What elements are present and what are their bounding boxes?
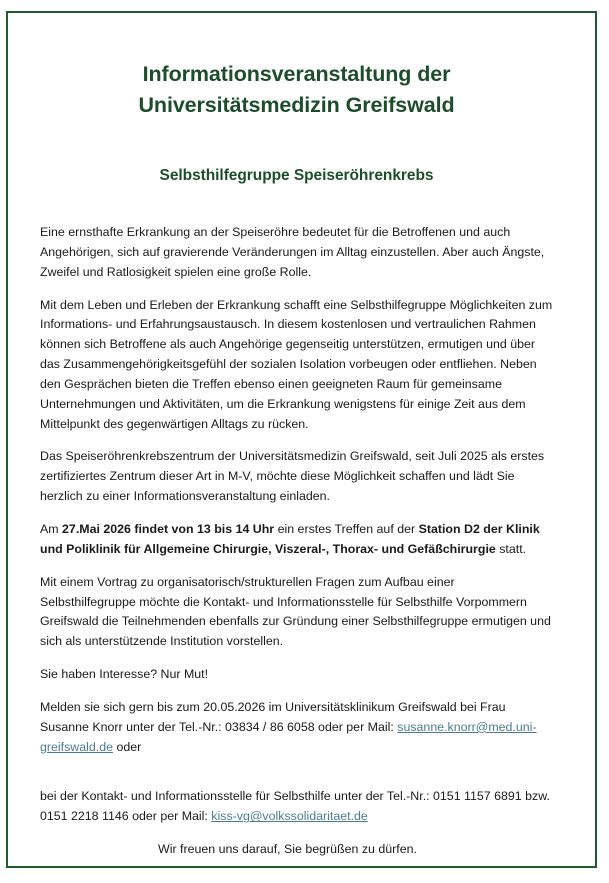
body-text-block <box>40 223 553 860</box>
paragraph-spacer <box>40 770 553 787</box>
closing-line: Wir freuen uns darauf, Sie begrüßen zu dürfen. <box>158 842 417 857</box>
contact-secondary-text: bei der Kontakt- und Informationsstelle für Selbsthilfe unter der Tel.-Nr.: 0151 1157 6891 bzw. 0151 2218 1146 oder per Mail: <box>40 789 550 824</box>
paragraph-lecture-info: Mit einem Vortrag zu organisatorisch/strukturellen Fragen zum Aufbau einer Selbsthilfegruppe möchte die Kontakt- und Informationsstelle für Selbsthilfe Vorpommern Greifswald die Teilnehmenden ebenfalls zur Gründung einer Selbsthilfegruppe ermutigen und sich als unterstützende Institution vorstellen. <box>40 574 551 649</box>
paragraph-contact-secondary <box>40 787 553 827</box>
page-title-line-1: Informationsveranstaltung der <box>142 62 451 86</box>
paragraph-intro: Eine ernsthafte Erkrankung an der Speiseröhre bedeutet für die Betroffenen und auch Angehörigen, sich auf gravierende Veränderungen im Alltag einzustellen. Aber auch Ängste, Zweifel und Ratlosigkeit spielen eine große Rolle. <box>40 225 545 279</box>
contact-primary-suffix: oder <box>113 739 142 754</box>
event-location: Station D2 der Klinik und Poliklinik für Allgemeine Chirurgie, Viszeral-, Thorax- und Gefäßchirurgie <box>40 522 540 556</box>
email-link-kiss-vg[interactable]: kiss-vg@volkssolidaritaet.de <box>211 809 368 824</box>
page-title-line-2: Universitätsmedizin Greifswald <box>138 92 455 117</box>
event-datetime: 27.Mai 2026 findet von 13 bis 14 Uhr <box>62 522 275 536</box>
paragraph-call-to-action: Sie haben Interesse? Nur Mut! <box>40 667 209 682</box>
contact-primary-text: Melden sie sich gern bis zum 20.05.2026 im Universitätsklinikum Greifswald bei Frau Susanne Knorr unter der Tel.-Nr.: 03834 / 86 6058 oder per Mail: <box>40 699 506 734</box>
poster-content <box>40 59 553 873</box>
paragraph-contact-primary <box>40 698 553 758</box>
paragraph-center-invitation: Das Speiseröhrenkrebszentrum der Universitätsmedizin Greifswald, seit Juli 2025 als erstes zertifiziertes Zentrum dieser Art in M-V, möchte diese Möglichkeit schaffen und lädt Sie herzlich zu einer Informationsveranstaltung einladen. <box>40 449 545 504</box>
event-middle-text: ein erstes Treffen auf der <box>274 522 419 536</box>
poster-border-frame <box>6 11 597 868</box>
event-prefix: Am <box>40 522 63 536</box>
paragraph-event-details <box>40 520 553 560</box>
email-link-susanne-knorr[interactable]: susanne.knorr@med.uni-greifswald.de <box>40 719 537 754</box>
page-subtitle: Selbsthilfegruppe Speiseröhrenkrebs <box>159 167 434 185</box>
paragraph-selfhelp-description: Mit dem Leben und Erleben der Erkrankung schafft eine Selbsthilfegruppe Möglichkeiten zum Informations- und Erfahrungsaustausch. In diesem kostenlosen und vertraulichen Rahmen können sich Betroffene als auch Angehörige gegenseitig unterstützen, ermutigen und über das Zusammengehörigkeitsgefühl der sozialen Isolation vorbeugen oder entfliehen. Neben den Gesprächen bieten die Treffen ebenso einen geeigneten Raum für gemeinsame Unternehmungen und Aktivitäten, um die Erkrankung wenigstens für einige Zeit aus dem Mittelpunkt des gegenwärtigen Alltags zu rücken. <box>40 297 553 431</box>
event-suffix: statt. <box>495 541 527 556</box>
page-title <box>40 59 553 120</box>
